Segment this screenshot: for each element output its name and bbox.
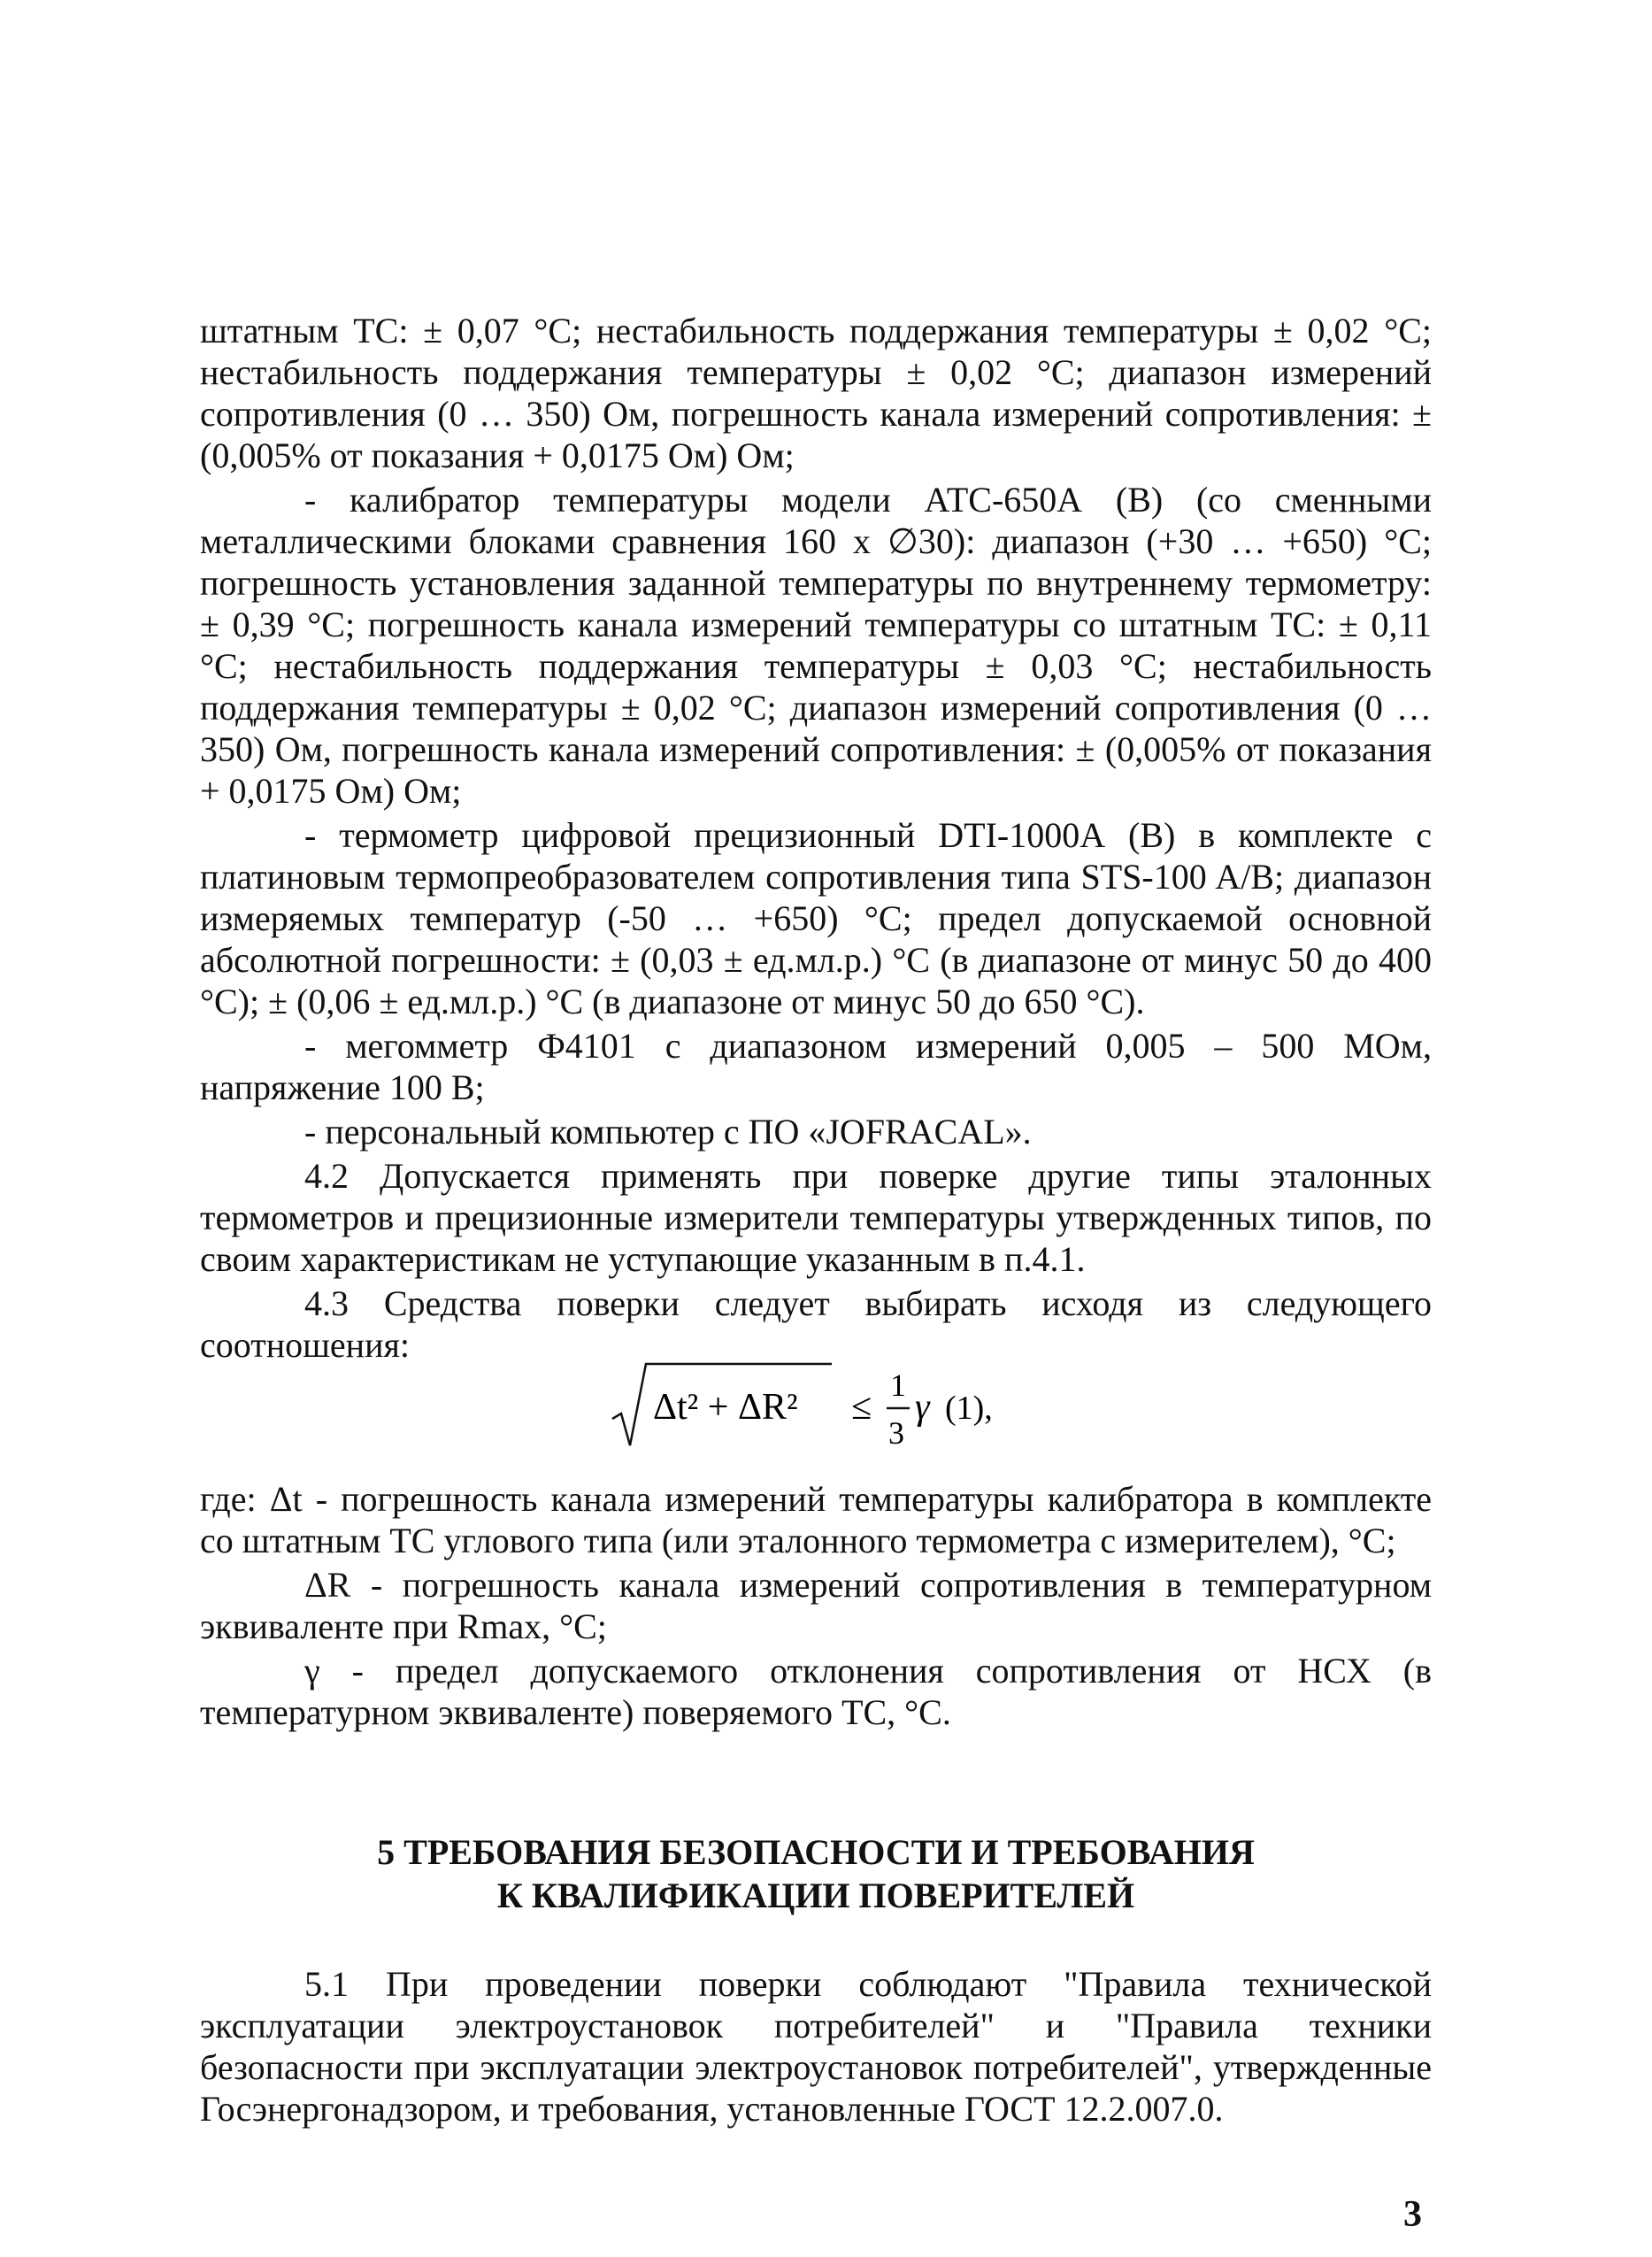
paragraph-delta-r: ΔR - погрешность канала измерений сопротивления в температурном эквиваленте при Rmax, °С; (200, 1565, 1432, 1646)
formula-graphic (611, 1359, 1106, 1465)
paragraph-calibrator-atc650a: - калибратор температуры модели АТС-650А (В) (со сменными металлическими блоками сравнения 160 х ∅30): диапазон (+30 … +650) °С; погрешность установления заданной температуры по внутреннему термометру: ± 0,39 °С; погрешность канала измерений температуры со штатным ТС: ± 0,11 °С; нестабильность поддержания температуры ± 0,03 °С; нестабильность поддержания температуры ± 0,02 °С; диапазон измерений сопротивления (0 … 350) Ом, погрешность канала измерений сопротивления: ± (0,005% от показания + 0,0175 Ом) Ом; (200, 480, 1432, 811)
formula-gamma: γ (915, 1387, 930, 1428)
section-5-text (200, 1963, 1432, 2130)
section-heading-line-1: 5 ТРЕБОВАНИЯ БЕЗОПАСНОСТИ И ТРЕБОВАНИЯ (377, 1832, 1255, 1872)
section-heading-line-2: К КВАЛИФИКАЦИИ ПОВЕРИТЕЛЕЙ (496, 1876, 1135, 1915)
paragraph-4-2: 4.2 Допускается применять при поверке другие типы эталонных термометров и прецизионные измерители температуры утвержденных типов, по своим характеристикам не уступающие указанным в п.4.1. (200, 1156, 1432, 1279)
paragraph-thermometer-dti1000a: - термометр цифровой прецизионный DTI-1000А (В) в комплекте с платиновым термопреобразователем сопротивления типа STS-100 A/B; диапазон измеряемых температур (-50 … +650) °С; предел допускаемой основной абсолютной погрешности: ± (0,03 ± ед.мл.р.) °С (в диапазоне от минус 50 до 400 °С); ± (0,06 ± ед.мл.р.) °С (в диапазоне от минус 50 до 650 °С). (200, 815, 1432, 1021)
formula-numerator: 1 (890, 1367, 906, 1403)
paragraph-gamma: γ - предел допускаемого отклонения сопротивления от НСХ (в температурном эквиваленте) поверяемого ТС, °С. (200, 1651, 1432, 1732)
paragraph-5-1: 5.1 При проведении поверки соблюдают "Правила технической эксплуатации электроустановок потребителей" и "Правила техники безопасности при эксплуатации электроустановок потребителей", утвержденные Госэнергонадзором, и требования, установленные ГОСТ 12.2.007.0. (200, 1964, 1432, 2129)
paragraph-4-3: 4.3 Средства поверки следует выбирать исходя из следующего соотношения: (200, 1283, 1432, 1365)
text-upper (200, 310, 1432, 1366)
formula-1 (611, 1359, 1106, 1465)
paragraph-personal-computer: - персональный компьютер с ПО «JOFRACAL». (304, 1112, 1032, 1152)
formula-label: (1), (945, 1390, 993, 1427)
page-number: 3 (1403, 2194, 1422, 2235)
formula-relation: ≤ (851, 1387, 872, 1428)
formula-denominator: 3 (888, 1415, 904, 1451)
formula-radicand: Δt² + ΔR² (653, 1387, 798, 1428)
paragraph-thermostat-continued: штатным ТС: ± 0,07 °С; нестабильность поддержания температуры ± 0,02 °С; нестабильность поддержания температуры ± 0,02 °С; диапазон измерений сопротивления (0 … 350) Ом, погрешность канала измерений сопротивления: ± (0,005% от показания + 0,0175 Ом) Ом; (200, 311, 1432, 475)
paragraph-where-delta-t: где: Δt - погрешность канала измерений температуры калибратора в комплекте со штатным ТС углового типа (или эталонного термометра с измерителем), °С; (200, 1479, 1432, 1560)
section-5-heading (200, 1830, 1432, 1917)
paragraph-megohmmeter: - мегомметр Ф4101 с диапазоном измерений 0,005 – 500 МОм, напряжение 100 В; (200, 1026, 1432, 1107)
text-lower (200, 1478, 1432, 1733)
